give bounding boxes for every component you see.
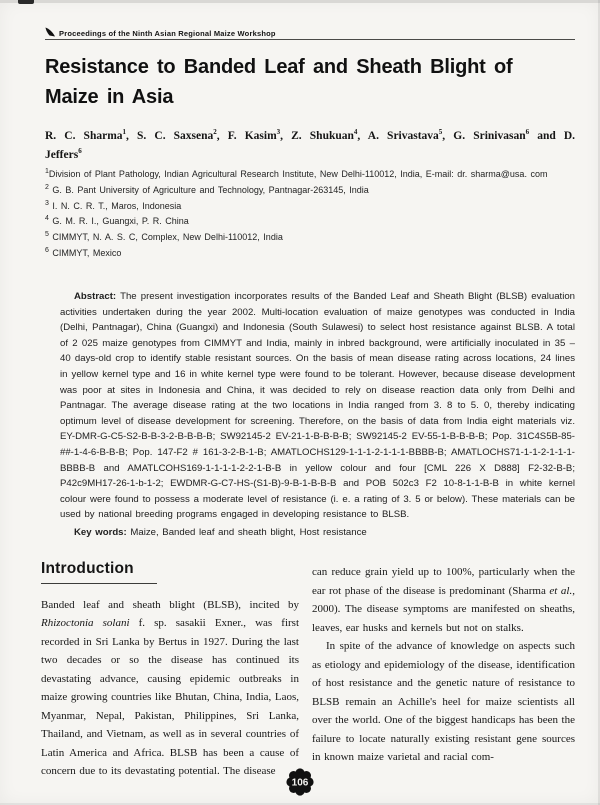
author-line: R. C. Sharma$^1$, S. C. Saxsena$^2$, F. Kasim$^3$, Z. Shukuan$^4$, A. Srivastava$^5$, G. Srinivasan$^6$ and D. Jeffers$^6$ <box>45 128 576 161</box>
affiliation-item: $^1$Division of Plant Pathology, Indian Agricultural Research Institute, New Delhi-110012, India, E-mail: dr. sharma@usa. com <box>45 168 548 179</box>
page-number-badge <box>285 767 315 797</box>
affiliation-item: $^3$ I. N. C. R. T., Maros, Indonesia <box>45 199 182 211</box>
page-number: 106 <box>291 777 309 789</box>
abstract-block <box>60 289 575 541</box>
running-head-text: Proceedings of the Ninth Asian Regional Maize Workshop <box>59 29 276 38</box>
intro-paragraph-right-1: can reduce grain yield up to 100%, particularly when the ear rot phase of the disease is predominant (Sharma et al., 2000). The disease symptoms are manifested on sheaths, leaves, ear husks and kernels but not on stalks. <box>312 566 575 634</box>
affiliation-item: $^5$ CIMMYT, N. A. S. C, Complex, New Delhi-110012, India <box>45 231 283 243</box>
intro-paragraph-left: Banded leaf and sheath blight (BLSB), incited by Rhizoctonia solani f. sp. sasakii Exner., was first recorded in Sri Lanka by Bertus in 1927. During the last two decades or so the disease has continued its devastating advance, causing epidemic outbreaks in maize growing countries like Bhutan, China, India, Laos, Myanmar, Nepal, Pakistan, Philippines, Sri Lanka, Thailand, and Vietnam, as well as in several countries of Latin America and Africa. BLSB has been a cause of concern due to its devastating potential. The disease <box>41 598 299 777</box>
heading-rule <box>41 583 157 584</box>
paper-title: Resistance to Banded Leaf and Sheath Blight of Maize in Asia <box>45 56 513 108</box>
section-heading-introduction: Introduction <box>41 560 134 577</box>
scan-edge-top <box>0 0 600 3</box>
affiliation-item: $^2$ G. B. Pant University of Agriculture and Technology, Pantnagar-263145, India <box>45 183 369 195</box>
affiliation-item: $^4$ G. M. R. I., Guangxi, P. R. China <box>45 215 189 227</box>
pen-icon <box>45 27 56 38</box>
right-column <box>312 563 575 767</box>
abstract-paragraph: Abstract: The present investigation incorporates results of the Banded Leaf and Sheath Blight (BLSB) evaluation activities undertaken during the year 2002. Multi-location evaluation of maize genotypes was conducted in India (Delhi, Pantnagar), China (Guangxi) and Indonesia (South Sulawesi) to select host resistance against BLSB. A total of 2 025 maize genotypes from CIMMYT and India, mainly in inbred background, were artificially inoculated in 35 – 40 days-old crop to identify stable resistant sources. On the basis of mean disease rating across locations, 24 lines in yellow kernel type and 16 in white kernel type were found to be tolerant. However, because disease development was poor at sites in Indonesia and China, it was decided to rely on disease reaction data only from Delhi and Pantnagar. The average disease rating at the two locations in India ranged from 3. 8 to 5. 0, thereby indicating optimum level of disease development for screening. Therefore, on the basis of data from India eight materials viz. EY-DMR-G-C5-S2-B-B-3-2-B-B-B-B; SW92145-2 EV-21-1-B-B-B-B; SW92145-2 EV-55-1-B-B-B-B; Pop. 31C4S5B-85-##-1-4-6-B-B-B; Pop. 147-F2 # 161-3-2-B-1-B; AMATLOCHS129-1-1-1-2-1-1-1-BBBB-B; AMATLOCHS71-1-1-2-1-1-1-BBBB-B and AMATLCOHS169-1-1-1-1-2-2-1-B-B in yellow colour and four [CML 226 X D888] F2-32-B-B; P42c9MH17-26-1-b-1-2; EWDMR-G-C7-HS-(S1-B)-9-B-1-B-B-B and POB 502c3 F2 10-8-1-1-B-B in white kernel colour were found to possess a moderate level of resistance (i. e. a rating of 3. 5 or below). These materials can be used by national breeding programs engaged in developing resistance to BLSB. <box>60 291 575 521</box>
affiliation-item: $^6$ CIMMYT, Mexico <box>45 246 122 258</box>
running-head <box>45 27 575 40</box>
affiliation-list <box>45 167 567 262</box>
scan-artifact-mark <box>18 0 34 4</box>
keywords-line: Key words: Maize, Banded leaf and sheath blight, Host resistance <box>74 526 367 538</box>
intro-paragraph-right-2: In spite of the advance of knowledge on aspects such as etiology and epidemiology of the disease, identification of host resistance and the genetic nature of resistance to BLSB remain an Achille's heel for maize scientists all over the world. One of the biggest handicaps has been the failure to locate naturally existing resistant gene sources in known maize varietal and racial com- <box>312 640 575 763</box>
left-column <box>41 560 299 781</box>
